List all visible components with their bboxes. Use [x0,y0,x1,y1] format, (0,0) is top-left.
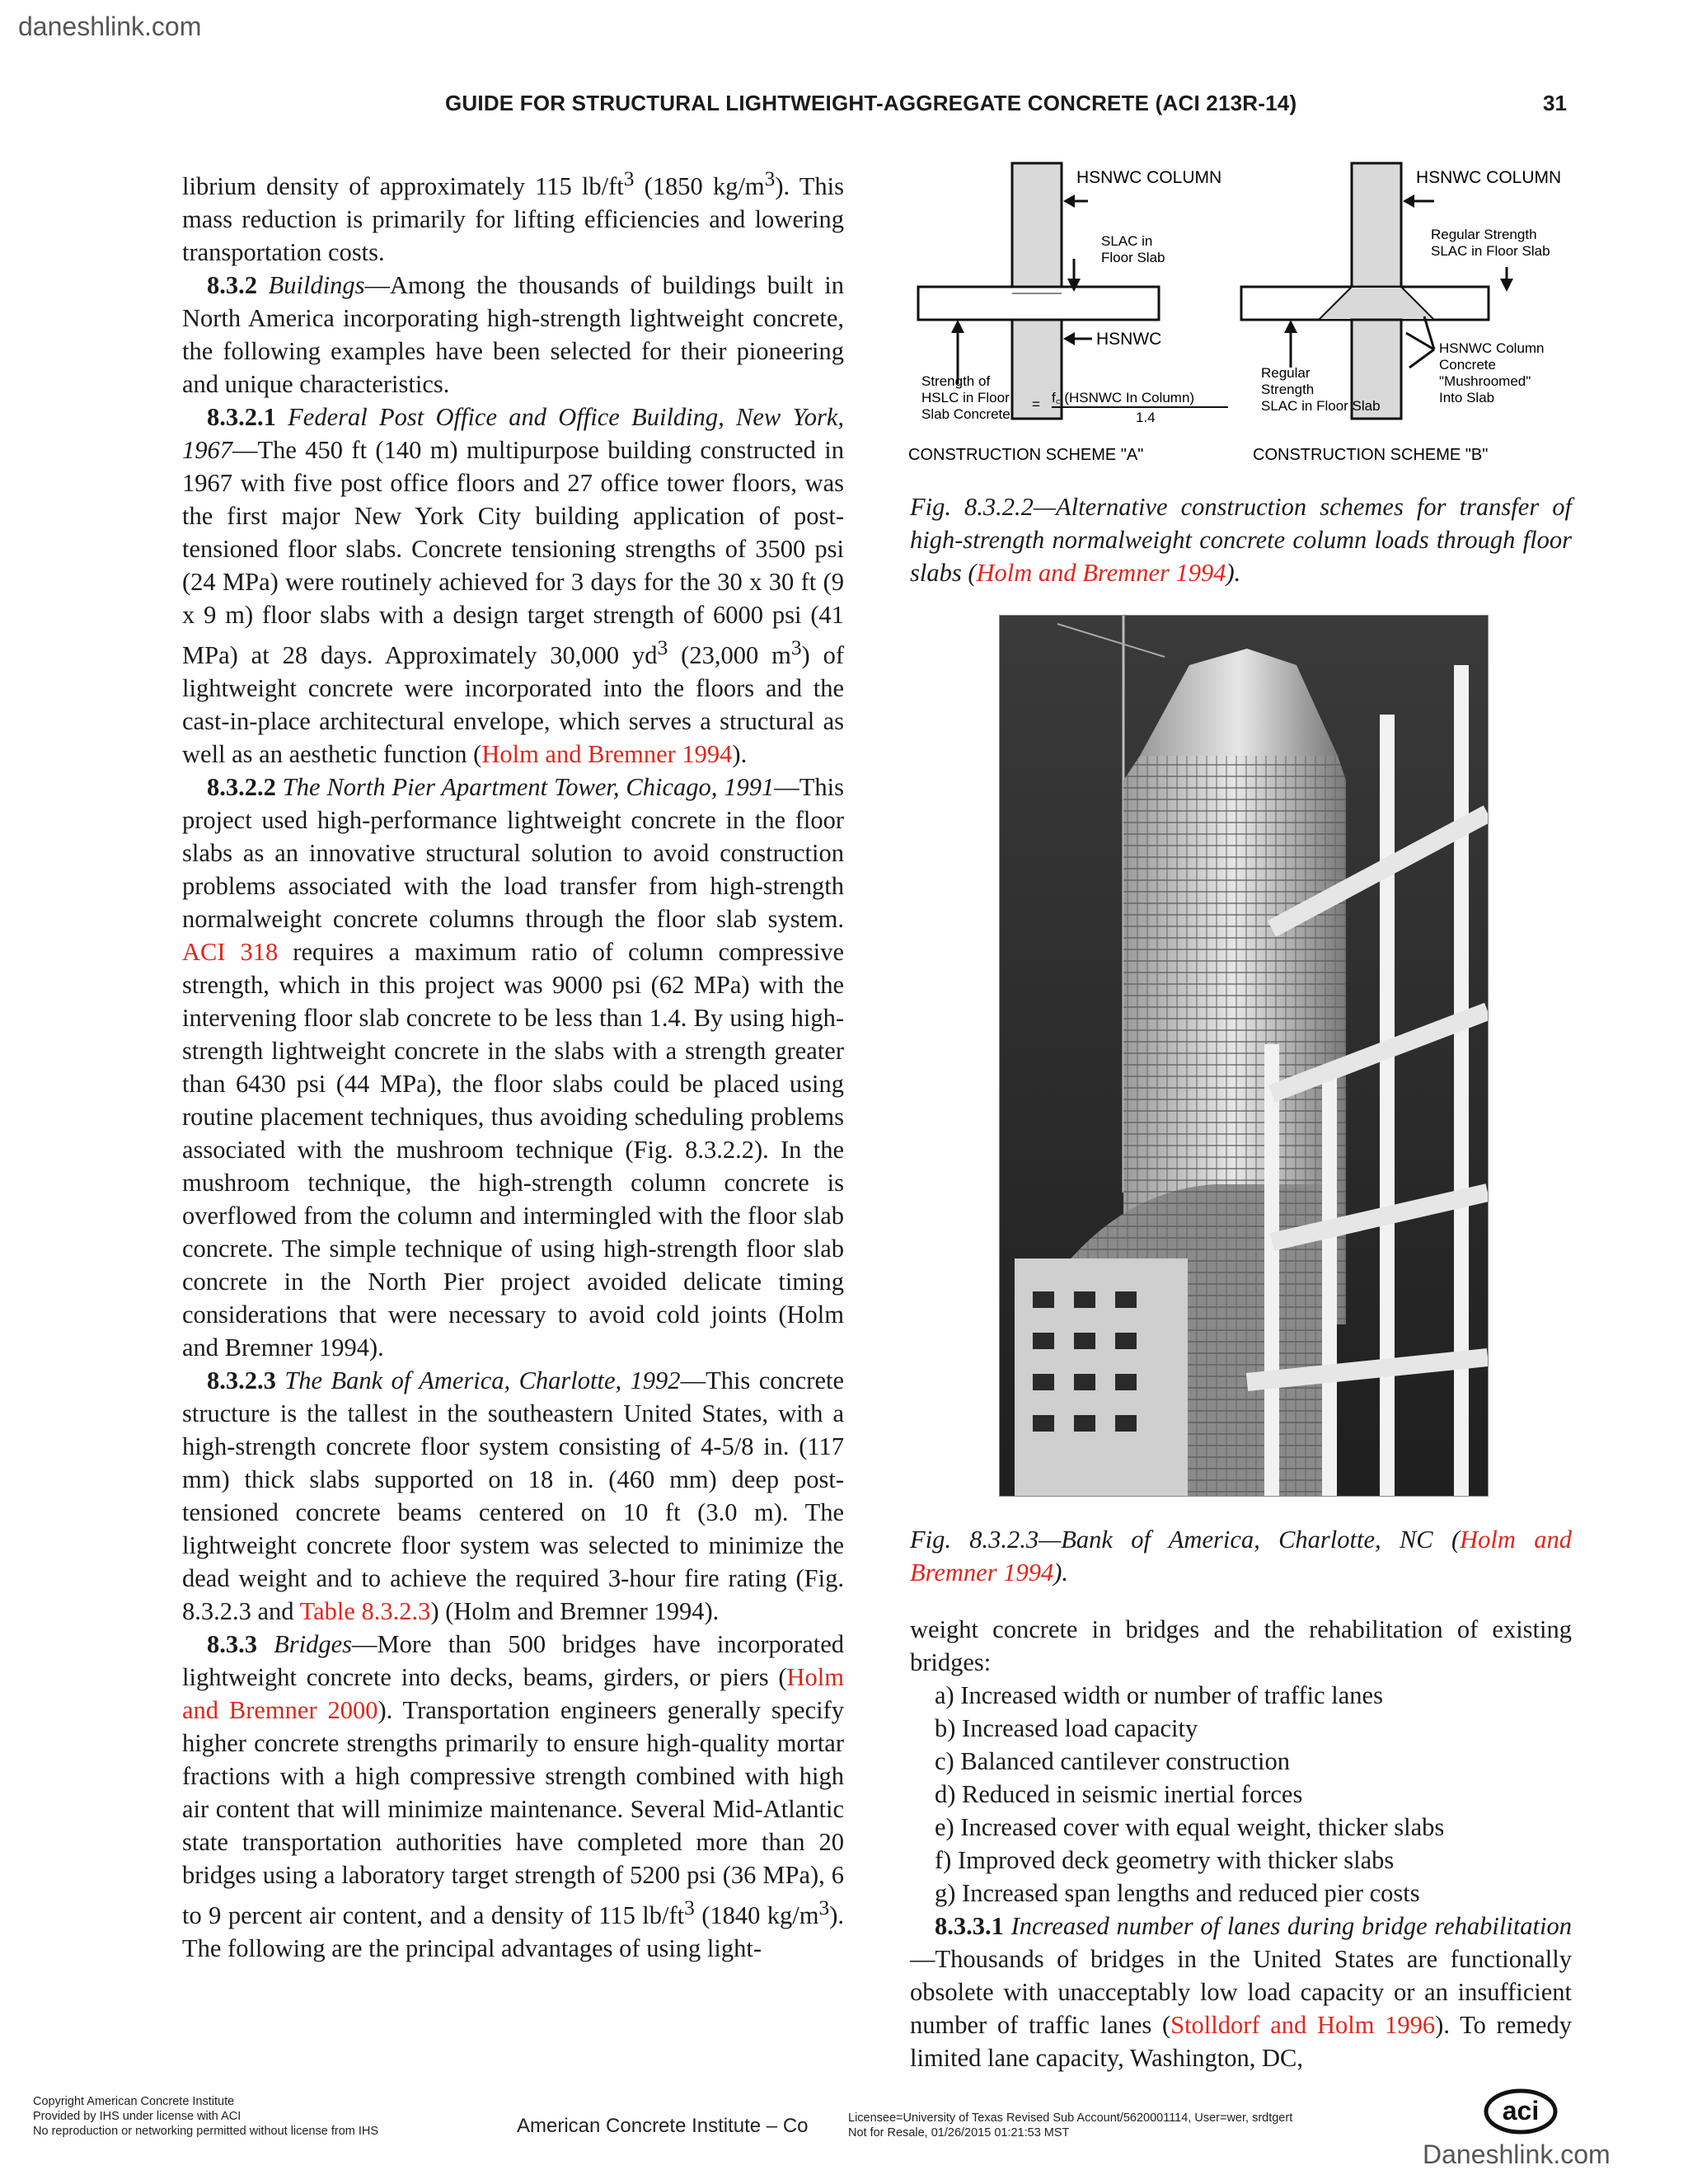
page-number: 31 [1543,91,1567,115]
svg-text:SLAC in Floor Slab: SLAC in Floor Slab [1431,243,1550,259]
label-scheme-a: CONSTRUCTION SCHEME "A" [908,446,1144,464]
svg-text:Floor Slab: Floor Slab [1101,250,1165,265]
section-8-3-2-1: 8.3.2.1 Federal Post Office and Office Building, New York, 1967—The 450 ft (140 m) multipurpose building constructed in 1967 with five post office floors and 27 office tower floors, was the first major New York City building application of post-tensioned floor slabs. Concrete tensioning strengths of 3500 psi (24 MPa) were routinely achieved for 3 days for the 30 x 30 ft (9 x 9 m) floor slabs with a design target strength of 6000 psi (41 MPa) at 28 days. Approximately 30,000 $yd^3$ (23,000 $m^3$) of lightweight concrete were incorporated into the floors and the cast-in-place architectural envelope, which serves a structural as well as an aesthetic function (Holm and Bremner 1994). [182,403,844,769]
svg-text:Into Slab: Into Slab [1439,390,1495,405]
paragraph-continued: weight concrete in bridges and the rehabilitation of existing bridges: [910,1615,1572,1676]
footer-license: Licensee=University of Texas Revised Sub Account/5620001114, User=wer, srdtgert Not for Resale, 01/26/2015 01:21:53 MST [848,2111,1293,2139]
label-hsnwc-column-b: HSNWC COLUMN [1416,168,1562,187]
section-8-3-2-2: 8.3.2.2 The North Pier Apartment Tower, Chicago, 1991—This project used high-performance lightweight concrete in the floor slabs as an innovative structural solution to avoid construction problems associated with the load transfer from high-strength normalweight concrete columns through the floor slab system. ACI 318 requires a maximum ratio of column compressive strength, which in this project was 9000 psi (62 MPa) with the intervening floor slab concrete to be less than 1.4. By using high-strength lightweight concrete in the slabs with a strength greater than 6430 psi (44 MPa), the floor slabs could be placed using routine placement techniques, thus avoiding scheduling problems associated with the mushroom technique (Fig. 8.3.2.2). In the mushroom technique, the high-strength column concrete is overflowed from the column and intermingled with the floor slab concrete. The simple technique of using high-strength floor slab concrete in the North Pier project avoided delicate timing considerations that were necessary to avoid cold joints (Holm and Bremner 1994). [182,773,844,1362]
svg-text:Concrete: Concrete [1439,357,1496,373]
figure-8-3-2-2-diagram [907,162,1576,475]
list-item: d) Reduced in seismic inertial forces [935,1780,1303,1808]
footer-publisher: American Concrete Institute – Co [517,2115,809,2137]
svg-text:1.4: 1.4 [1136,410,1156,425]
list-item: e) Increased cover with equal weight, thicker slabs [935,1813,1445,1841]
list-item: c) Balanced cantilever construction [935,1747,1291,1775]
svg-text:=: = [1032,396,1040,412]
section-8-3-3: 8.3.3 Bridges—More than 500 bridges have incorporated lightweight concrete into decks, beams, girders, or piers (Holm and Bremner 2000). Transportation engineers generally specify higher concrete strengths primarily to ensure high-quality mortar fractions with a high compressive strength combined with high air content that will minimize maintenance. Several Mid-Atlantic state transportation authorities have completed more than 20 bridges using a laboratory target strength of 5200 psi (36 MPa), 6 to 9 percent air content, and a density of 115 $lb/ft^3$ (1840 $kg/m^3$). The following are the principal advantages of using light- [182,1630,845,1963]
citation-link[interactable]: Holm and Bremner 1994 [481,740,733,769]
watermark-top: daneshlink.com [18,12,202,41]
svg-text:Slab Concrete: Slab Concrete [921,406,1010,422]
watermark-bottom: Daneshlink.com [1423,2139,1611,2169]
svg-text:Strength of: Strength of [921,373,991,389]
list-item: g) Increased span lengths and reduced pier costs [935,1879,1420,1907]
svg-text:Regular: Regular [1261,365,1311,381]
scheme-b [1241,163,1561,464]
svg-text:aci: aci [1502,2096,1540,2125]
running-header-title: GUIDE FOR STRUCTURAL LIGHTWEIGHT-AGGREGATE CONCRETE (ACI 213R-14) [445,91,1297,115]
section-8-3-2-3: 8.3.2.3 The Bank of America, Charlotte, 1992—This concrete structure is the tallest in the southeastern United States, with a high-strength concrete floor system consisting of 4-5/8 in. (117 mm) thick slabs supported on 18 in. (460 mm) deep post-tensioned concrete beams centered on 10 ft (3.0 m). The lightweight concrete floor system was selected to minimize the dead weight and to achieve the required 3-hour fire rating (Fig. 8.3.2.3 and Table 8.3.2.3) (Holm and Bremner 1994). [182,1366,844,1626]
citation-link[interactable]: Holm and Bremner 2000 [182,1663,844,1725]
svg-text:HSNWC Column: HSNWC Column [1439,340,1545,356]
svg-text:Strength: Strength [1261,382,1315,397]
svg-text:Regular Strength: Regular Strength [1431,227,1537,242]
figure-8-3-2-2-caption: Fig. 8.3.2.2—Alternative construction schemes for transfer of high-strength normalweight concrete column loads through floor slabs (Holm and Bremner 1994). [910,493,1572,587]
svg-text:f꜀ (HSNWC In Column): f꜀ (HSNWC In Column) [1052,390,1195,405]
left-column [182,162,844,1965]
svg-text:HSNWC: HSNWC [1096,330,1162,349]
citation-link[interactable]: Stolldorf and Holm 1996 [1170,2011,1436,2039]
aci-logo [1484,2088,1558,2135]
section-8-3-3-1: 8.3.3.1 Increased number of lanes during bridge rehabilitation—Thousands of bridges in the United States are functionally obsolete with unacceptably low load capacity or an insufficient number of traffic lanes (Stolldorf and Holm 1996). To remedy limited lane capacity, Washington, DC, [910,1912,1572,2072]
footer-copyright: Copyright American Concrete Institute Provided by IHS under license with ACI No reproduction or networking permitted without license from IHS [33,2095,379,2138]
list-item: f) Improved deck geometry with thicker slabs [935,1846,1395,1874]
label-hsnwc-column-a: HSNWC COLUMN [1076,168,1222,187]
citation-link[interactable]: Holm and Bremner 1994 [910,1526,1572,1586]
list-item: a) Increased width or number of traffic lanes [935,1681,1383,1709]
svg-text:"Mushroomed": "Mushroomed" [1439,373,1531,389]
svg-text:SLAC in Floor Slab: SLAC in Floor Slab [1261,398,1381,414]
paragraph-continued: librium density of approximately 115 $lb/ft^3$ (1850 $kg/m^3$). This mass reduction is primarily for lifting efficiencies and lowering transportation costs. [182,167,844,267]
svg-text:SLAC in: SLAC in [1101,233,1153,249]
figure-8-3-2-3-caption: Fig. 8.3.2.3—Bank of America, Charlotte, NC (Holm and Bremner 1994). [910,1526,1572,1586]
section-8-3-2: 8.3.2 Buildings—Among the thousands of buildings built in North America incorporating high-strength lightweight concrete, the following examples have been selected for their pioneering and unique characteristics. [182,271,845,399]
table-link[interactable]: Table 8.3.2.3 [299,1597,431,1626]
bank-of-america-tower-photo [999,615,1489,1497]
right-column [910,1613,1572,2074]
list-item: b) Increased load capacity [935,1714,1198,1742]
svg-text:HSLC in Floor: HSLC in Floor [921,390,1010,405]
citation-link[interactable]: Holm and Bremner 1994 [976,559,1226,587]
label-scheme-b: CONSTRUCTION SCHEME "B" [1253,446,1489,464]
scheme-a [908,163,1228,464]
citation-link[interactable]: ACI 318 [182,938,279,967]
